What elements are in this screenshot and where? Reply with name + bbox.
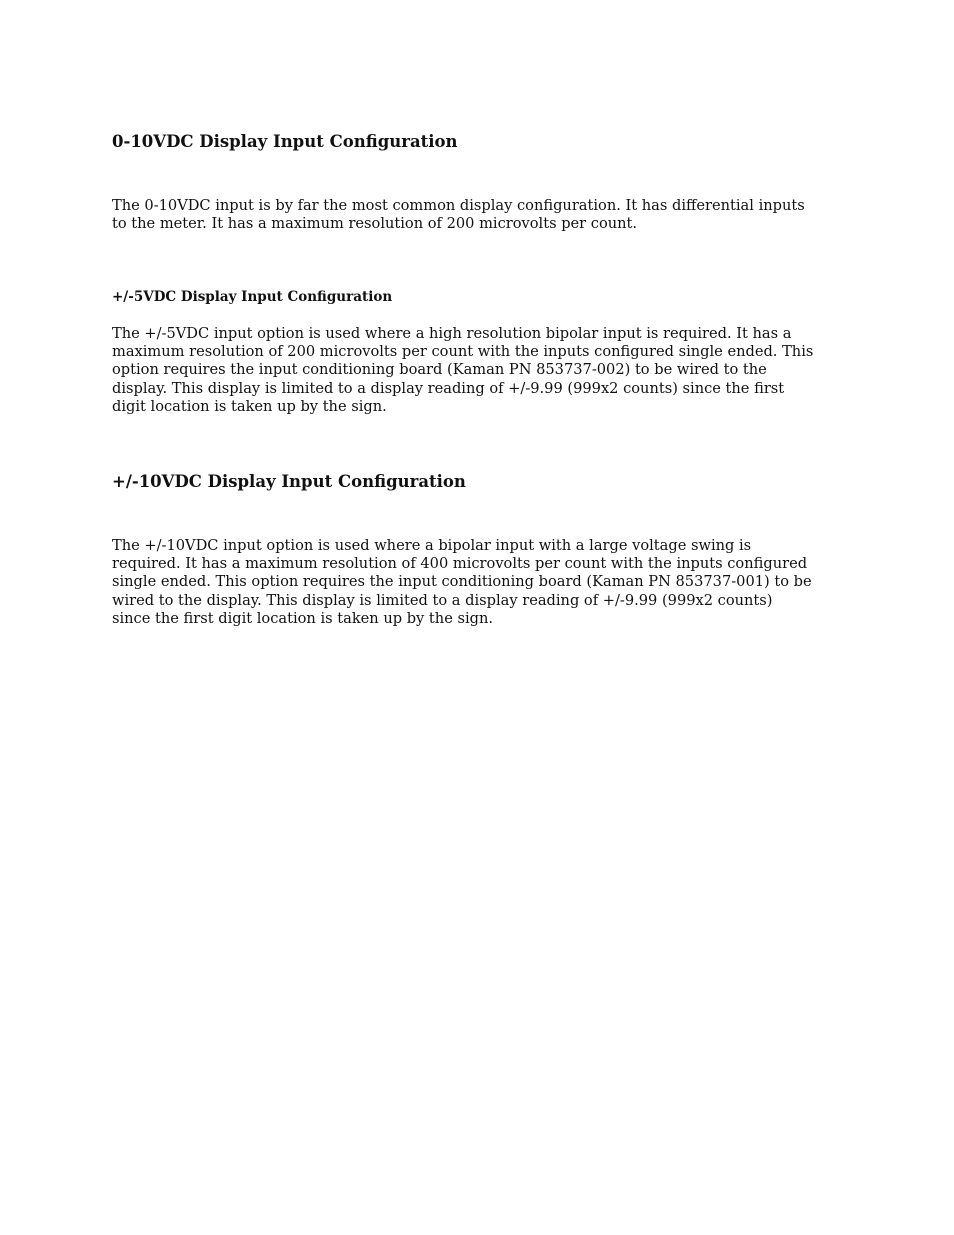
section-heading-plus-minus-10vdc: +/-10VDC Display Input Configuration bbox=[112, 472, 466, 491]
paragraph-line: wired to the display. This display is limited to a display reading of +/-9.99 (999x2 counts) bbox=[112, 591, 773, 609]
paragraph-line: since the first digit location is taken up by the sign. bbox=[112, 609, 494, 627]
paragraph-line: required. It has a maximum resolution of 400 microvolts per count with the inputs configured bbox=[112, 555, 808, 573]
paragraph-line: The +/-10VDC input option is used where a bipolar input with a large voltage swing is bbox=[112, 537, 752, 554]
paragraph-line: digit location is taken up by the sign. bbox=[112, 397, 387, 415]
section-paragraph-plus-minus-5vdc bbox=[112, 325, 847, 416]
paragraph-line: The 0-10VDC input is by far the most common display configuration. It has differential inputs bbox=[112, 197, 805, 214]
paragraph-line: The +/-5VDC input option is used where a high resolution bipolar input is required. It has a bbox=[112, 325, 792, 342]
paragraph-line: single ended. This option requires the input conditioning board (Kaman PN 853737-001) to be bbox=[112, 573, 812, 591]
section-heading-0-10vdc: 0-10VDC Display Input Configuration bbox=[112, 132, 458, 151]
paragraph-line: maximum resolution of 200 microvolts per count with the inputs configured single ended. This bbox=[112, 343, 814, 361]
paragraph-line: display. This display is limited to a display reading of +/-9.99 (999x2 counts) since the first bbox=[112, 379, 785, 397]
paragraph-line: option requires the input conditioning board (Kaman PN 853737-002) to be wired to the bbox=[112, 361, 767, 379]
section-paragraph-plus-minus-10vdc bbox=[112, 537, 847, 628]
section-heading-plus-minus-5vdc: +/-5VDC Display Input Configuration bbox=[112, 289, 393, 305]
section-paragraph-0-10vdc bbox=[112, 197, 847, 233]
paragraph-line: to the meter. It has a maximum resolution of 200 microvolts per count. bbox=[112, 215, 638, 233]
